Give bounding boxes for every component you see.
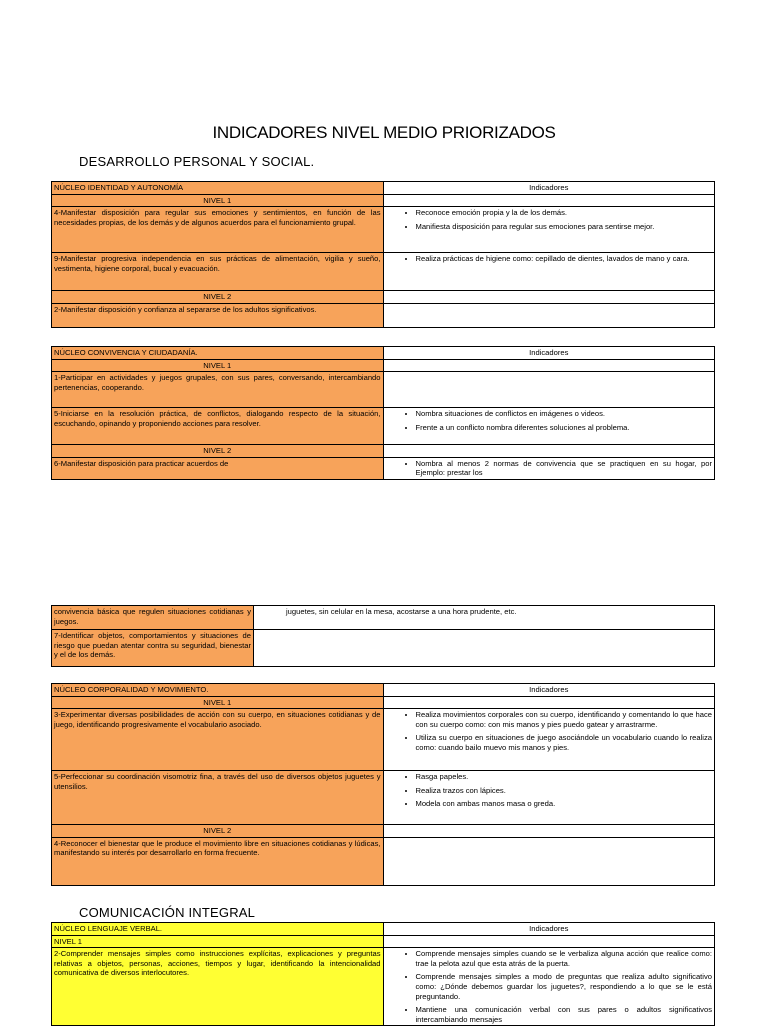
objective-cell: 4-Reconocer el bienestar que le produce el movimiento libre en situaciones cotidianas y lúdicas, manifestando su interés por desarrollarlo en forma frecuente. [52, 837, 384, 885]
indicators-cell [383, 408, 715, 445]
objective-cell: 3-Experimentar diversas posibilidades de acción con su cuerpo, en situaciones cotidianas y de juego, identificando progresivamente el vocabulario asociado. [52, 709, 384, 771]
table-row [52, 630, 715, 667]
table-row [52, 253, 715, 291]
indicator-item: • Modela con ambas manos masa o greda. [416, 799, 713, 809]
indicators-cell [383, 771, 715, 825]
objective-cell: 1-Participar en actividades y juegos grupales, con sus pares, conversando, intercambiando pertenencias, cooperando. [52, 372, 384, 408]
objective-cell: 4-Manifestar disposición para regular sus emociones y sentimientos, en función de las necesidades propias, de los demás y de algunos acuerdos para el funcionamiento grupal. [52, 207, 384, 253]
indicator-item: • Realiza prácticas de higiene como: cepillado de dientes, lavados de mano y cara. [416, 254, 713, 264]
table-header-nucleo: NÚCLEO CONVIVENCIA Y CIUDADANÍA. [52, 347, 384, 360]
table-identidad-autonomia [51, 181, 715, 328]
table-header-nucleo: NÚCLEO LENGUAJE VERBAL. [52, 923, 384, 936]
section-heading-personal-social: DESARROLLO PERSONAL Y SOCIAL. [79, 154, 315, 169]
indicator-item: • Comprende mensajes simples a modo de preguntas que realiza adulto significativo como: ¿Dónde debemos guardar los juguetes?, respondiendo a lo que se le está preguntando. [416, 972, 713, 1001]
table-header-nucleo: NÚCLEO IDENTIDAD Y AUTONOMÍA [52, 182, 384, 195]
table-row [52, 303, 715, 327]
level-label: NIVEL 2 [52, 291, 384, 304]
objective-cell: 5-Iniciarse en la resolución práctica, de conflictos, dialogando respecto de la situación, escuchando, opinando y proponiendo acciones para resolver. [52, 408, 384, 445]
table-convivencia-continued [51, 605, 715, 667]
page-title: INDICADORES NIVEL MEDIO PRIORIZADOS [212, 123, 556, 142]
table-row [52, 837, 715, 885]
objective-cell: 6-Manifestar disposición para practicar acuerdos de [52, 457, 384, 479]
indicator-item: • Reconoce emoción propia y la de los demás. [416, 208, 713, 218]
table-lenguaje-verbal [51, 922, 715, 1026]
table-header-indicadores: Indicadores [383, 684, 715, 697]
indicator-item: • Realiza trazos con lápices. [416, 786, 713, 796]
table-corporalidad-movimiento [51, 683, 715, 886]
indicator-item: • Comprende mensajes simples cuando se le verbaliza alguna acción que realice como: trae la pelota azul que esta atrás de la puerta. [416, 949, 713, 968]
indicators-cell: juguetes, sin celular en la mesa, acostarse a una hora prudente, etc. [254, 606, 715, 630]
objective-cell: 2-Comprender mensajes simples como instrucciones explícitas, explicaciones y preguntas relativas a objetos, personas, acciones, tiempos y lugar, identificando la intencionalidad comunicativa de diversos interlocutores. [52, 948, 384, 1026]
indicators-cell [383, 709, 715, 771]
indicator-item: • Utiliza su cuerpo en situaciones de juego asociándole un vocabulario cuando lo realiza como: cuando bailo muevo mis manos y pies. [416, 733, 713, 752]
objective-cell: 7-Identificar objetos, comportamientos y situaciones de riesgo que puedan atentar contra su seguridad, bienestar y el de los demás. [52, 630, 254, 667]
level-label: NIVEL 2 [52, 825, 384, 838]
table-row [52, 457, 715, 479]
indicators-cell [383, 207, 715, 253]
indicator-item: • Manifiesta disposición para regular sus emociones para sentirse mejor. [416, 222, 713, 232]
indicator-item: • Nombra situaciones de conflictos en imágenes o videos. [416, 409, 713, 419]
objective-cell: convivencia básica que regulen situaciones cotidianas y juegos. [52, 606, 254, 630]
level-label: NIVEL 1 [52, 359, 384, 372]
objective-cell: 2-Manifestar disposición y confianza al separarse de los adultos significativos. [52, 303, 384, 327]
indicator-item: • Nombra al menos 2 normas de convivencia que se practiquen en su hogar, por Ejemplo: prestar los [416, 459, 713, 478]
table-header-nucleo: NÚCLEO CORPORALIDAD Y MOVIMIENTO. [52, 684, 384, 697]
level-label: NIVEL 1 [52, 194, 384, 207]
table-row [52, 771, 715, 825]
table-header-indicadores: Indicadores [383, 923, 715, 936]
objective-cell: 9-Manifestar progresiva independencia en sus prácticas de alimentación, vigilia y sueño, vestimenta, higiene corporal, bucal y evacuación. [52, 253, 384, 291]
indicator-item: • Rasga papeles. [416, 772, 713, 782]
table-row [52, 408, 715, 445]
table-row [52, 948, 715, 1026]
section-heading-comunicacion: COMUNICACIÓN INTEGRAL [79, 905, 256, 920]
table-row [52, 606, 715, 630]
table-row [52, 207, 715, 253]
indicator-item: • Realiza movimientos corporales con su cuerpo, identificando y comentando lo que hace con su cuerpo como: con mis manos y pies puedo gatear y arrastrarme. [416, 710, 713, 729]
indicator-item: • Mantiene una comunicación verbal con sus pares o adultos significativos intercambiando mensajes [416, 1005, 713, 1024]
indicators-cell [383, 457, 715, 479]
table-row [52, 709, 715, 771]
objective-cell: 5-Perfeccionar su coordinación visomotriz fina, a través del uso de diversos objetos juguetes y utensilios. [52, 771, 384, 825]
level-label: NIVEL 1 [52, 935, 384, 948]
indicator-item: • Frente a un conflicto nombra diferentes soluciones al problema. [416, 423, 713, 433]
indicators-cell [383, 253, 715, 291]
table-row [52, 372, 715, 408]
table-header-indicadores: Indicadores [383, 347, 715, 360]
table-header-indicadores: Indicadores [383, 182, 715, 195]
level-label: NIVEL 1 [52, 696, 384, 709]
table-convivencia-ciudadania [51, 346, 715, 480]
level-label: NIVEL 2 [52, 445, 384, 458]
indicators-cell [383, 948, 715, 1026]
